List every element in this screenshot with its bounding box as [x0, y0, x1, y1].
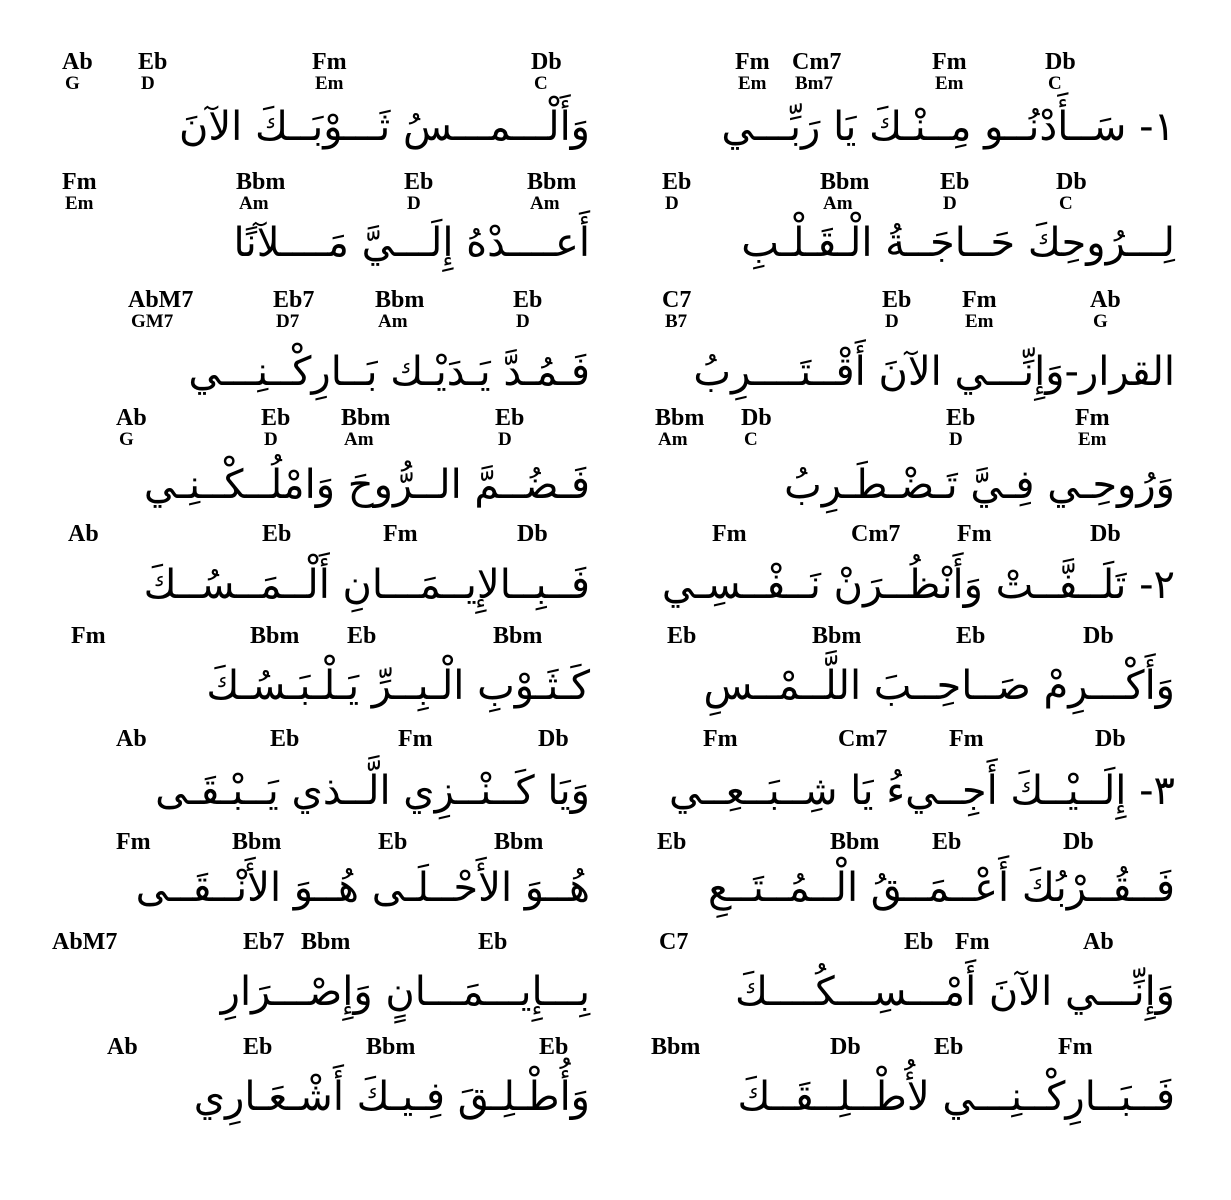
alternate-chord-label: GM7	[131, 311, 174, 332]
alternate-chord-label: D7	[276, 311, 300, 332]
lyric-line: بِـــإِيـــمَـــانٍ وَإِصْـــرَارِ	[220, 969, 590, 1015]
chord-label: Bbm	[341, 405, 391, 431]
lyric-line: فَــبِــالإِيــمَـــانِ أَلْــمَــسُــكَ	[143, 562, 590, 608]
chord-label: Bbm	[655, 405, 705, 431]
chord-label: Eb	[262, 521, 292, 547]
chord-label: Ab	[68, 521, 99, 547]
chord-label: Bbm	[236, 169, 286, 195]
lyric-line: القرار-وَإِنِّـــي الآنَ أَقْــتَــــرِبُ	[693, 349, 1175, 395]
chord-label: Db	[1090, 521, 1121, 547]
chord-label: Eb	[243, 1034, 273, 1060]
chord-label: Bbm	[375, 287, 425, 313]
chord-label: Eb	[539, 1034, 569, 1060]
alternate-chord-label: C	[1048, 73, 1062, 94]
lyric-line: وَأُطْـلِـقَ فِـيـكَ أَشْـعَـارِي	[193, 1074, 590, 1120]
chord-label: C7	[659, 929, 689, 955]
lyric-line: أَعــــدْهُ إِلَـــيَّ مَــــلآنًا	[233, 220, 590, 266]
alternate-chord-label: D	[943, 193, 957, 214]
alternate-chord-label: B7	[665, 311, 688, 332]
chord-label: Fm	[955, 929, 990, 955]
chord-label: Eb7	[243, 929, 285, 955]
chord-label: Eb	[667, 623, 697, 649]
lyric-line: وَأَكْـــرِمْ صَــاحِــبَ اللَّــمْــسِ	[703, 663, 1175, 709]
chord-label: Cm7	[838, 726, 888, 752]
lyric-line: لِـــرُوحِكَ حَــاجَــةُ الْـقَـلْـبِ	[741, 220, 1175, 266]
alternate-chord-label: Em	[738, 73, 767, 94]
chord-label: Bbm	[232, 829, 282, 855]
chord-label: Bbm	[366, 1034, 416, 1060]
chord-label: Cm7	[792, 49, 842, 75]
chord-label: Ab	[1090, 287, 1121, 313]
alternate-chord-label: D	[516, 311, 530, 332]
lyric-line: وَيَا كَــنْــزِي الَّــذي يَــبْـقَـى	[155, 768, 590, 814]
chord-label: Eb	[378, 829, 408, 855]
chord-label: Eb	[662, 169, 692, 195]
chord-label: Bbm	[820, 169, 870, 195]
chord-label: Eb	[932, 829, 962, 855]
lyric-line: فَــبَــارِكْــنِـــي لأُطْــلِــقَــكَ	[737, 1074, 1175, 1120]
chord-label: Db	[1056, 169, 1087, 195]
alternate-chord-label: D	[141, 73, 155, 94]
alternate-chord-label: D	[949, 429, 963, 450]
alternate-chord-label: Am	[658, 429, 688, 450]
alternate-chord-label: G	[1093, 311, 1108, 332]
chord-label: Db	[517, 521, 548, 547]
chord-label: Db	[830, 1034, 861, 1060]
alternate-chord-label: Em	[1078, 429, 1107, 450]
chord-label: Fm	[932, 49, 967, 75]
lyric-line: وَإِنِّـــي الآنَ أَمْـــسِـــكُــــكَ	[735, 969, 1175, 1015]
chord-label: Fm	[398, 726, 433, 752]
chord-label: Db	[531, 49, 562, 75]
alternate-chord-label: D	[665, 193, 679, 214]
chord-label: Fm	[1058, 1034, 1093, 1060]
chord-label: Eb7	[273, 287, 315, 313]
alternate-chord-label: C	[1059, 193, 1073, 214]
alternate-chord-label: Am	[344, 429, 374, 450]
chord-label: Fm	[116, 829, 151, 855]
alternate-chord-label: Em	[935, 73, 964, 94]
chord-label: Bbm	[301, 929, 351, 955]
chord-label: Fm	[735, 49, 770, 75]
chord-label: Fm	[312, 49, 347, 75]
chord-label: AbM7	[52, 929, 118, 955]
chord-label: Eb	[657, 829, 687, 855]
chord-label: Ab	[116, 405, 147, 431]
chord-label: Db	[741, 405, 772, 431]
alternate-chord-label: G	[119, 429, 134, 450]
chord-label: Ab	[1083, 929, 1114, 955]
lyric-line: ١- سَــأَدْنُــو مِــنْـكَ يَا رَبِّـــي	[721, 104, 1175, 150]
chord-label: Eb	[261, 405, 291, 431]
chord-label: Fm	[703, 726, 738, 752]
lyric-line: وَأَلْـــمـــسُ ثَـــوْبَــكَ الآنَ	[178, 104, 590, 150]
chord-label: Eb	[940, 169, 970, 195]
chord-label: Eb	[478, 929, 508, 955]
chord-label: Ab	[116, 726, 147, 752]
chord-label: Eb	[270, 726, 300, 752]
alternate-chord-label: Am	[823, 193, 853, 214]
chord-label: Db	[1095, 726, 1126, 752]
chord-label: Ab	[62, 49, 93, 75]
alternate-chord-label: Bm7	[795, 73, 833, 94]
alternate-chord-label: Em	[965, 311, 994, 332]
chord-label: Eb	[946, 405, 976, 431]
chord-label: Eb	[404, 169, 434, 195]
chord-label: Db	[1063, 829, 1094, 855]
alternate-chord-label: Em	[65, 193, 94, 214]
alternate-chord-label: D	[498, 429, 512, 450]
chord-label: Bbm	[830, 829, 880, 855]
lyric-line: كَـثَـوْبِ الْـبِــرِّ يَـلْـبَـسُـكَ	[206, 663, 590, 709]
lyric-line: ٣- إِلَــيْــكَ أَجِــيءُ يَا شِــبَــعِــي	[668, 768, 1175, 814]
chord-label: Eb	[882, 287, 912, 313]
chord-label: Bbm	[493, 623, 543, 649]
alternate-chord-label: D	[264, 429, 278, 450]
chord-label: Cm7	[851, 521, 901, 547]
lyric-line: فَـضُــمَّ الــرُّوحَ وَامْلُــكْــنِـي	[143, 462, 590, 508]
chord-label: Bbm	[250, 623, 300, 649]
chord-label: Bbm	[494, 829, 544, 855]
chord-label: Eb	[347, 623, 377, 649]
alternate-chord-label: D	[885, 311, 899, 332]
chord-label: Ab	[107, 1034, 138, 1060]
chord-label: Fm	[383, 521, 418, 547]
alternate-chord-label: Am	[378, 311, 408, 332]
alternate-chord-label: C	[534, 73, 548, 94]
chord-label: Eb	[904, 929, 934, 955]
chord-label: Fm	[962, 287, 997, 313]
chord-label: C7	[662, 287, 692, 313]
chord-label: Fm	[712, 521, 747, 547]
chord-label: Bbm	[651, 1034, 701, 1060]
alternate-chord-label: Am	[239, 193, 269, 214]
lyric-line: هُــوَ الأَحْــلَـى هُــوَ الأَنْــقَــى	[135, 865, 590, 911]
chord-label: Fm	[62, 169, 97, 195]
chord-label: AbM7	[128, 287, 194, 313]
chord-label: Bbm	[527, 169, 577, 195]
chord-label: Fm	[949, 726, 984, 752]
chord-label: Eb	[513, 287, 543, 313]
chord-label: Db	[1045, 49, 1076, 75]
alternate-chord-label: C	[744, 429, 758, 450]
chord-label: Fm	[957, 521, 992, 547]
chord-label: Db	[1083, 623, 1114, 649]
alternate-chord-label: Em	[315, 73, 344, 94]
chord-label: Fm	[1075, 405, 1110, 431]
chord-label: Eb	[495, 405, 525, 431]
lyric-line: ٢- تَلَــفَّــتْ وَأَنْظُــرَنْ نَــفْــسِـي	[661, 562, 1175, 608]
chord-label: Eb	[138, 49, 168, 75]
lyric-line: وَرُوحِـي فِـيَّ تَـضْـطَـرِبُ	[784, 462, 1175, 508]
chord-label: Eb	[934, 1034, 964, 1060]
alternate-chord-label: D	[407, 193, 421, 214]
alternate-chord-label: G	[65, 73, 80, 94]
lyric-line: فَـمُـدَّ يَـدَيْـك بَــارِكْــنِـــي	[188, 349, 590, 395]
chord-label: Fm	[71, 623, 106, 649]
chord-label: Db	[538, 726, 569, 752]
alternate-chord-label: Am	[530, 193, 560, 214]
lyric-line: فَــقُــرْبُكَ أَعْــمَــقُ الْــمُــتَــعِ	[707, 865, 1175, 911]
chord-label: Bbm	[812, 623, 862, 649]
chord-label: Eb	[956, 623, 986, 649]
